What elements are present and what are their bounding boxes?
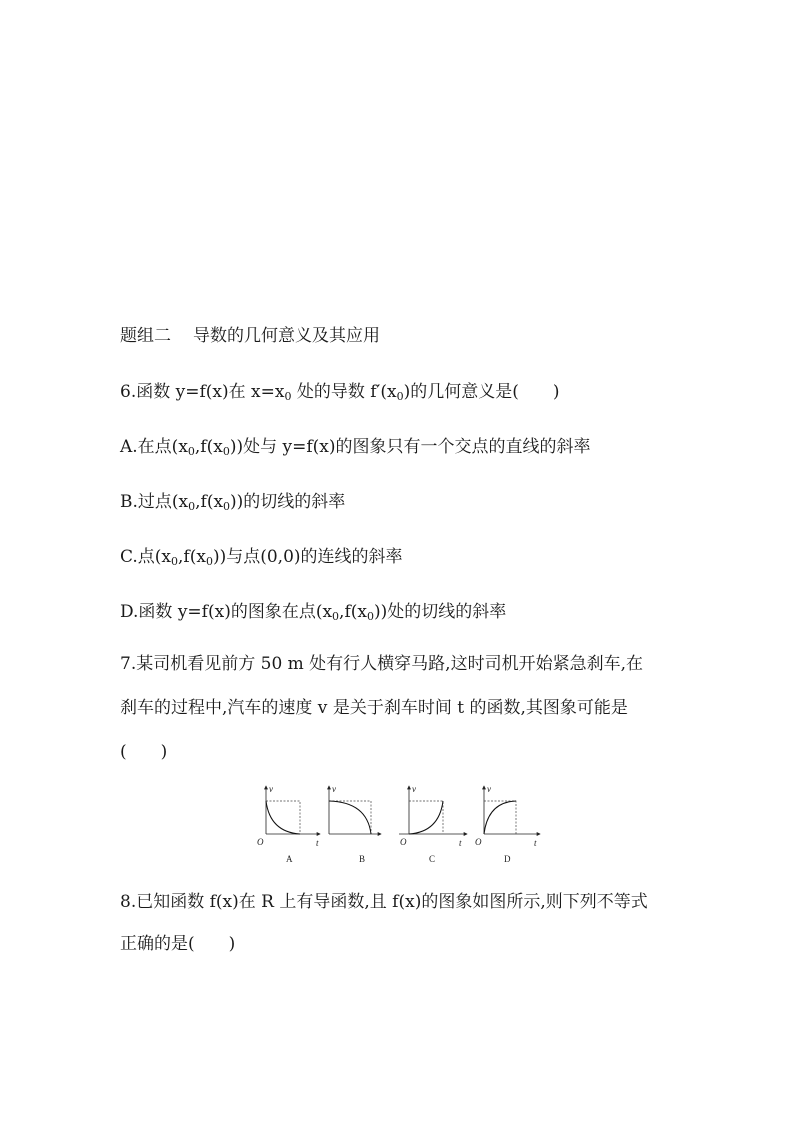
- graph-b: [329, 784, 381, 864]
- axis-v-label: v: [487, 784, 491, 794]
- section-number: 题组二: [120, 326, 171, 346]
- section-title: 导数的几何意义及其应用: [193, 326, 380, 346]
- graph-b-caption: B: [359, 854, 366, 864]
- axis-t-label: t: [459, 838, 462, 848]
- graph-c-caption: C: [429, 854, 436, 864]
- question-6-option-b: B.过点$(x_0,f(x_0))$的切线的斜率: [120, 492, 346, 513]
- section-heading: [120, 325, 380, 347]
- axis-v-label: v: [332, 784, 336, 794]
- axis-v-label: v: [269, 784, 273, 794]
- axis-t-label: t: [316, 838, 319, 848]
- question-6-option-a: A.在点$(x_0,f(x_0))$处与 y=f(x)的图象只有一个交点的直线的斜率: [120, 437, 591, 458]
- dashed-box: [329, 801, 371, 834]
- question-7-line-2: 刹车的过程中,汽车的速度 v 是关于刹车时间 t 的函数,其图象可能是: [120, 698, 628, 718]
- question-6-stem: 6.函数 y=f(x)在 $x=x_0$ 处的导数 $f'(x_0)$的几何意义是( ): [120, 382, 560, 403]
- question-6-option-d: D.函数 y=f(x)的图象在点$(x_0,f(x_0))$处的切线的斜率: [120, 602, 507, 623]
- graphs-svg: [256, 784, 546, 868]
- question-8-line-2: 正确的是( ): [120, 934, 236, 954]
- axis-t-label: t: [534, 838, 537, 848]
- origin-label: O: [257, 837, 264, 847]
- graph-d: [475, 784, 540, 864]
- graph-d-caption: D: [504, 854, 511, 864]
- curve-b: [329, 801, 371, 834]
- graph-a: [257, 784, 320, 864]
- curve-c: [409, 801, 443, 834]
- question-7-line-1: 7.某司机看见前方 50 m 处有行人横穿马路,这时司机开始紧急刹车,在: [120, 654, 643, 674]
- velocity-graph-options: [256, 784, 546, 868]
- curve-d: [484, 801, 516, 834]
- axis-v-label: v: [412, 784, 416, 794]
- graph-c: [399, 784, 467, 864]
- origin-label: O: [400, 837, 407, 847]
- question-8-line-1: 8.已知函数 f(x)在 R 上有导函数,且 f(x)的图象如图所示,则下列不等式: [120, 892, 648, 912]
- origin-label: O: [475, 837, 482, 847]
- graph-a-caption: A: [286, 854, 293, 864]
- curve-a: [266, 801, 300, 834]
- question-6-option-c: C.点$(x_0,f(x_0))$与点(0,0)的连线的斜率: [120, 547, 403, 568]
- question-7-line-3: ( ): [120, 742, 168, 762]
